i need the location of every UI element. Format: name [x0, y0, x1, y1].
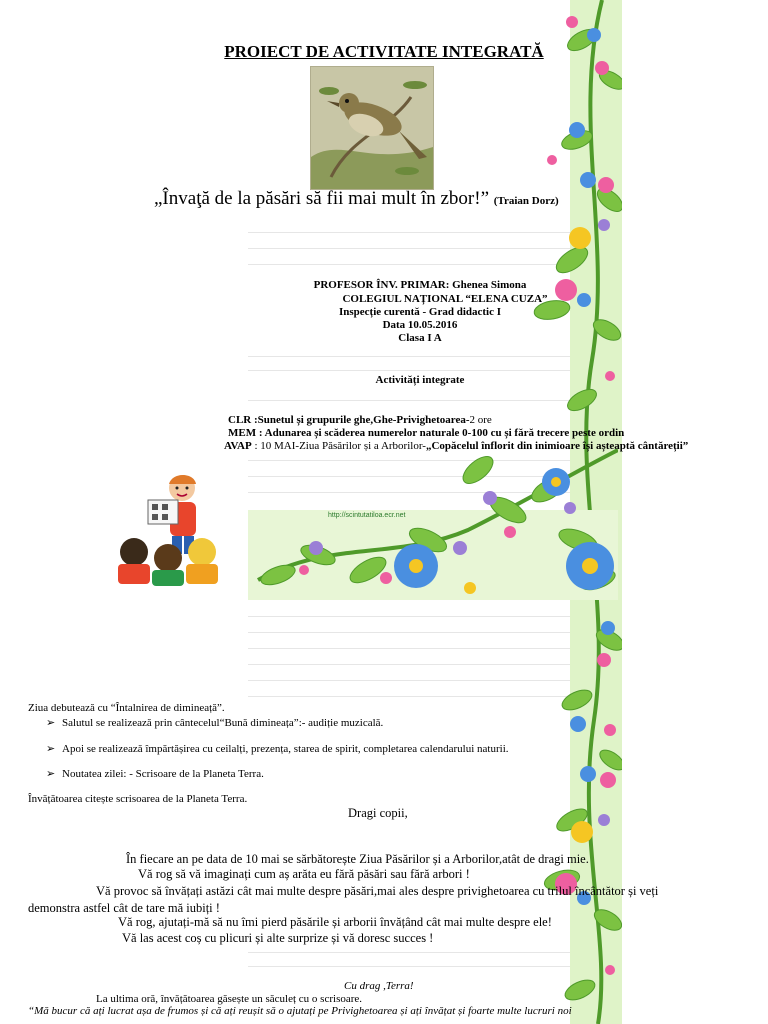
subject-mem: MEM : Adunarea și scăderea numerelor naturale 0-100 cu și fără trecere peste ordin: [228, 427, 625, 439]
class-name: Clasa I A: [398, 332, 442, 344]
teacher-reads-letter: Învățătoarea citește scrisoarea de la Planeta Terra.: [28, 793, 248, 805]
document-title: PROIECT DE ACTIVITATE INTEGRATĂ: [224, 42, 544, 61]
arrow-bullet-icon: ➢: [46, 743, 56, 755]
lesson-date: Data 10.05.2016: [382, 319, 458, 331]
letter-line: Vă rog să vă imaginați cum aș arăta eu fără păsări sau fără arbori !: [138, 867, 470, 881]
quote-text: „Învaţă de la păsări să fii mai mult în zbor!”: [154, 188, 490, 209]
flower-bush-decoration: [248, 430, 618, 600]
arrow-bullet-icon: ➢: [46, 717, 56, 729]
final-quote: “Mă bucur că ați lucrat așa de frumos și că ați reușit să o ajutați pe Privighetoarea și ați învățat și foarte multe lucruri noi: [28, 1005, 572, 1017]
letter-greeting: Dragi copii,: [348, 806, 408, 820]
letter-line: În fiecare an pe data de 10 mai se sărbătorește Ziua Păsărilor și a Arborilor,atât de dragi mie.: [126, 852, 589, 866]
teacher-with-children-illustration: [112, 470, 224, 588]
bullet-item: ➢ Apoi se realizează împărtășirea cu ceilalți, prezența, starea de spirit, completarea calendarului naturii.: [46, 743, 509, 755]
arrow-bullet-icon: ➢: [46, 768, 56, 780]
teacher-name: PROFESOR ÎNV. PRIMAR: Ghenea Simona: [313, 279, 527, 291]
letter-line: Vă provoc să învățați astăzi cât mai multe despre păsări,mai ales despre privighetoarea cu trilul încântător și veți: [96, 884, 659, 898]
motto-quote: [154, 188, 559, 210]
bullet-item: ➢ Salutul se realizează prin cântecelul“Bună dimineața”:- audiție muzicală.: [46, 717, 384, 729]
last-hour-text: La ultima oră, învățătoarea găsește un săculeț cu o scrisoare.: [96, 993, 363, 1005]
letter-line: demonstra astfel cât de tare mă iubiți !: [28, 901, 220, 915]
subject-avap: AVAP : 10 MAI-Ziua Păsărilor și a Arborilor-„Copăcelul înflorit din inimioare își așteaptă cântăreții”: [224, 440, 689, 452]
letter-signature: Cu drag ,Terra!: [344, 980, 414, 992]
letter-line: Vă las acest coș cu plicuri și alte surprize și vă doresc succes !: [122, 931, 434, 945]
watermark-url: http://scintutatiloa.ecr.net: [328, 512, 406, 519]
bird-illustration: [310, 66, 434, 190]
bullet-item: ➢ Noutatea zilei: - Scrisoare de la Planeta Terra.: [46, 768, 264, 780]
school-name: COLEGIUL NAȚIONAL “ELENA CUZA”: [342, 293, 548, 305]
letter-line: Vă rog, ajutați-mă să nu îmi pierd păsările și arborii învățând cât mai multe despre ele!: [118, 915, 552, 929]
activities-heading: Activități integrate: [375, 374, 465, 386]
day-intro: Ziua debutează cu “Întalnirea de dimineață”.: [28, 702, 225, 714]
inspection-type: Inspecție curentă - Grad didactic I: [338, 306, 502, 318]
subject-clr: CLR :Sunetul și grupurile ghe,Ghe-Privighetoarea-2 ore: [228, 414, 492, 426]
quote-author: (Traian Dorz): [493, 195, 559, 207]
